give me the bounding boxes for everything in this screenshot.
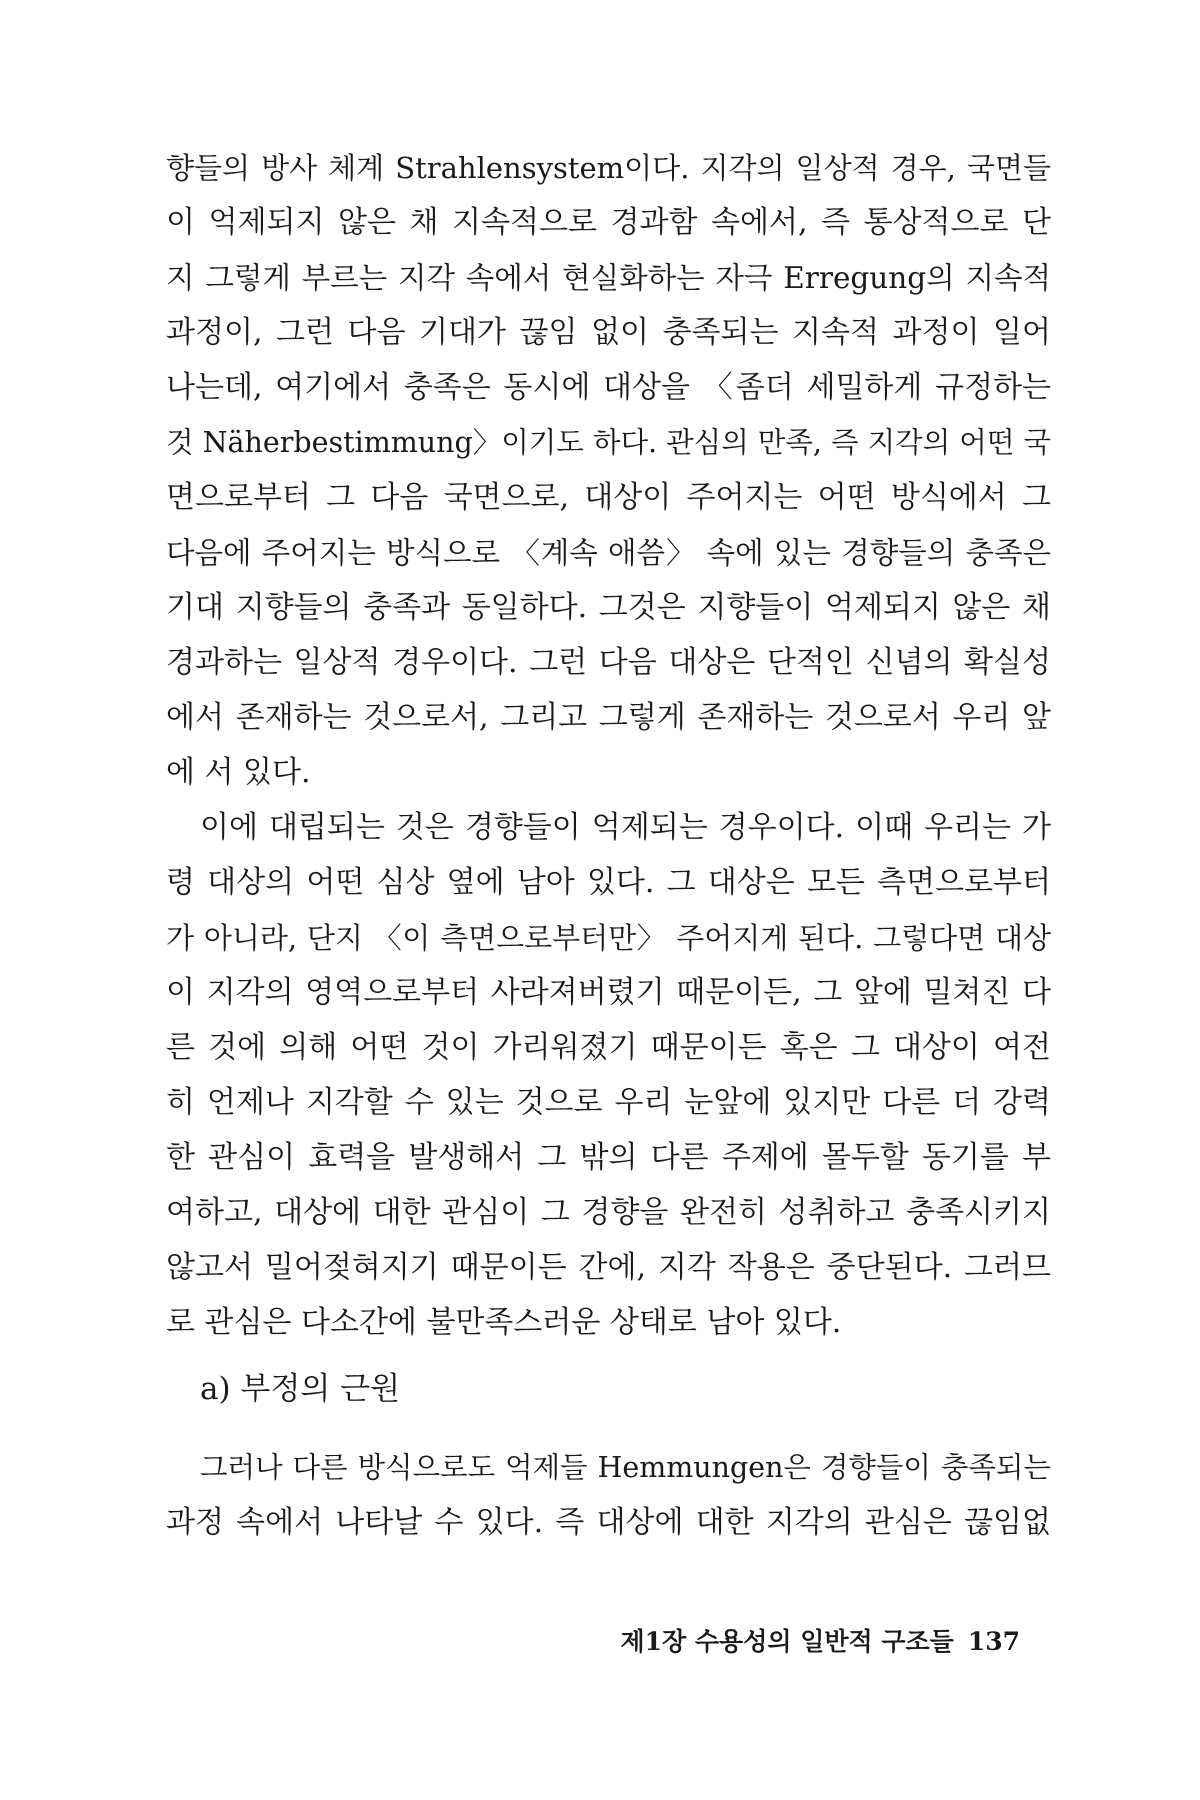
text-line: 이에 대립되는 것은 경향들이 억제되는 경우이다. 이때 우리는 가 — [200, 810, 1051, 845]
page-footer — [621, 1625, 1021, 1659]
text-line: 에서 존재하는 것으로서, 그리고 그렇게 존재하는 것으로서 우리 앞 — [166, 700, 1051, 735]
text-line: 에 서 있다. — [166, 755, 311, 790]
page-number: 137 — [967, 1627, 1020, 1656]
text-line: 여하고, 대상에 대한 관심이 그 경향을 완전히 성취하고 충족시키지 — [166, 1195, 1051, 1230]
text-line: 과정이, 그런 다음 기대가 끊임 없이 충족되는 지속적 과정이 일어 — [166, 315, 1051, 350]
text-line: 향들의 방사 체계 Strahlensystem이다. 지각의 일상적 경우, 국면들 — [166, 151, 1051, 185]
text-line: 히 언제나 지각할 수 있는 것으로 우리 눈앞에 있지만 다른 더 강력 — [166, 1085, 1051, 1120]
text-line: 가 아니라, 단지 〈이 측면으로부터만〉 주어지게 된다. 그렇다면 대상 — [166, 921, 1051, 955]
text-line: 나는데, 여기에서 충족은 동시에 대상을 〈좀더 세밀하게 규정하는 — [166, 370, 1051, 405]
text-line: 이 지각의 영역으로부터 사라져버렸기 때문이든, 그 앞에 밀쳐진 다 — [166, 975, 1051, 1010]
text-line: 다음에 주어지는 방식으로 〈계속 애씀〉 속에 있는 경향들의 충족은 — [166, 536, 1051, 570]
text-line: 로 관심은 다소간에 불만족스러운 상태로 남아 있다. — [166, 1305, 842, 1340]
text-line: 령 대상의 어떤 심상 옆에 남아 있다. 그 대상은 모든 측면으로부터 — [166, 865, 1051, 900]
section-heading: a) 부정의 근원 — [200, 1371, 401, 1407]
text-line: 지 그렇게 부르는 지각 속에서 현실화하는 자극 Erregung의 지속적 — [166, 261, 1051, 295]
text-line: 한 관심이 효력을 발생해서 그 밖의 다른 주제에 몰두할 동기를 부 — [166, 1140, 1051, 1175]
text-line: 것 Näherbestimmung〉이기도 하다. 관심의 만족, 즉 지각의 어떤 국 — [166, 426, 1051, 459]
text-line: 른 것에 의해 어떤 것이 가리워졌기 때문이든 혹은 그 대상이 여전 — [166, 1030, 1051, 1065]
text-line: 이 억제되지 않은 채 지속적으로 경과함 속에서, 즉 통상적으로 단 — [166, 205, 1051, 240]
text-line: 경과하는 일상적 경우이다. 그런 다음 대상은 단적인 신념의 확실성 — [166, 645, 1051, 680]
text-line: 않고서 밀어젖혀지기 때문이든 간에, 지각 작용은 중단된다. 그러므 — [166, 1250, 1051, 1285]
text-line: 기대 지향들의 충족과 동일하다. 그것은 지향들이 억제되지 않은 채 — [166, 590, 1051, 625]
text-line: 그러나 다른 방식으로도 억제들 Hemmungen은 경향들이 충족되는 — [200, 1451, 1051, 1484]
text-line: 면으로부터 그 다음 국면으로, 대상이 주어지는 어떤 방식에서 그 — [166, 480, 1051, 515]
text-line: 과정 속에서 나타날 수 있다. 즉 대상에 대한 지각의 관심은 끊임없 — [166, 1505, 1051, 1540]
running-head: 제1장 수용성의 일반적 구조들 — [620, 1627, 954, 1656]
